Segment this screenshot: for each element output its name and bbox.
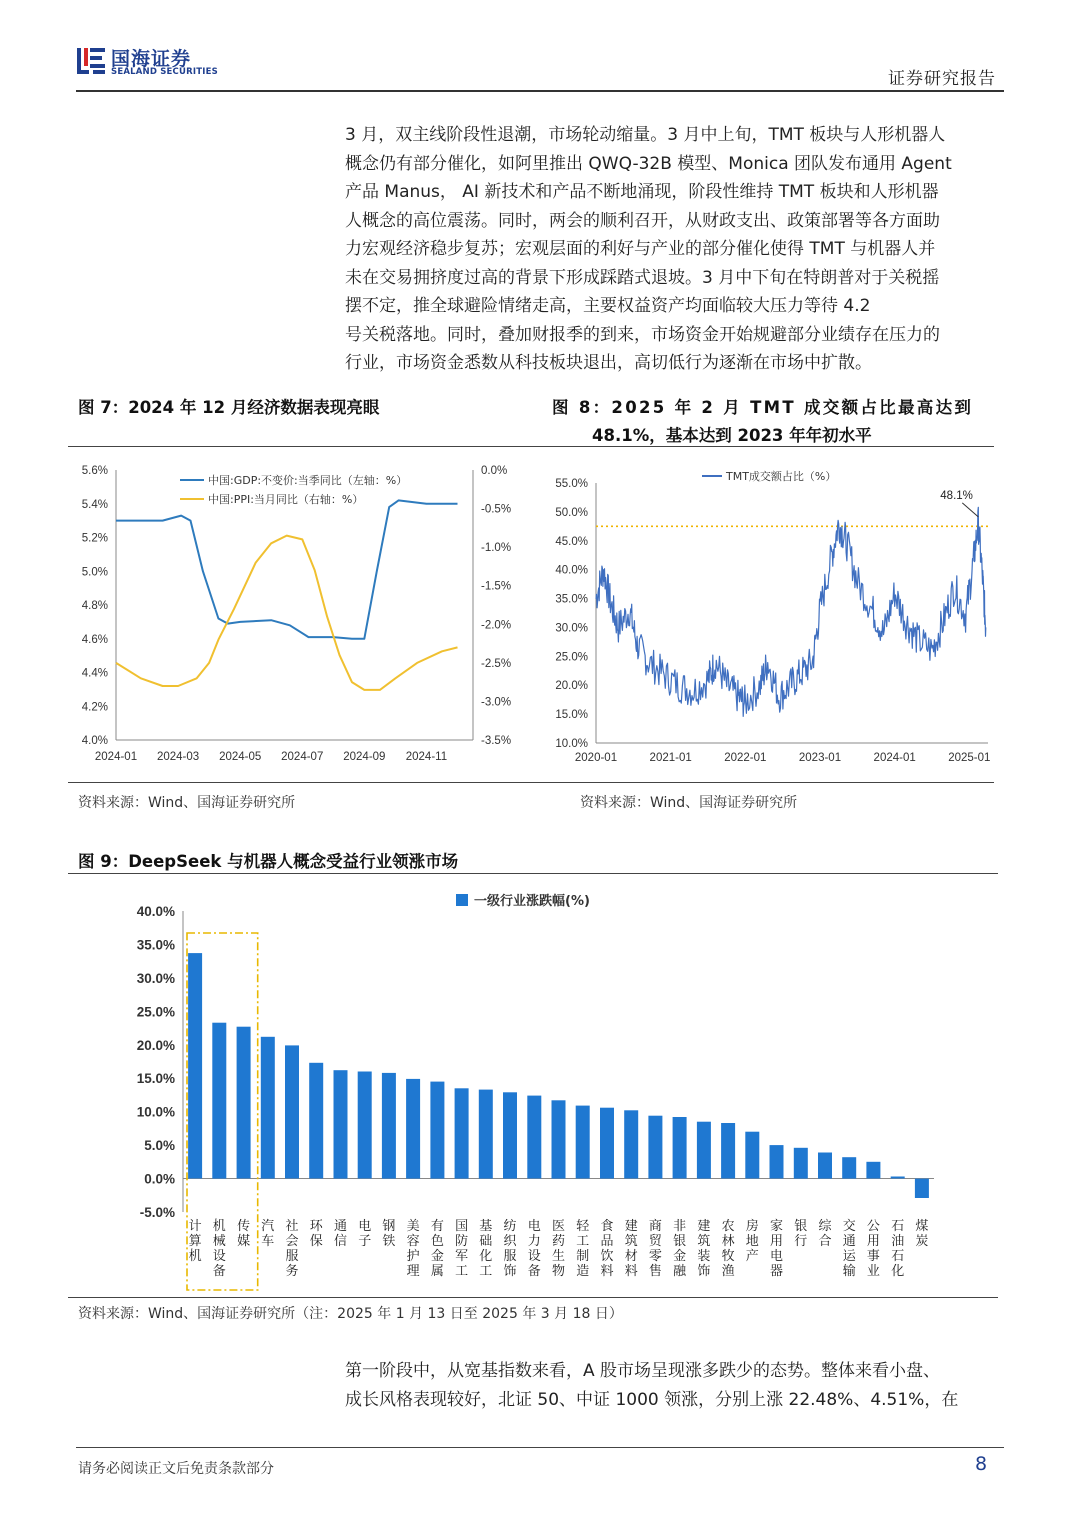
fig7-left-tick: 4.2% [81,701,108,714]
fig9-bar [527,1096,541,1179]
fig9-category-char: 行 [794,1234,808,1249]
paragraph-line: 行业，市场资金悉数从科技板块退出，高切低行为逐渐在市场中扩散。 [345,353,872,373]
fig9-bar [382,1073,396,1179]
paragraph-line: 力宏观经济稳步复苏；宏观层面的利好与产业的部分催化使得 TMT 与机器人并 [345,239,936,259]
fig9-bar [794,1148,808,1179]
fig7-right-tick: -2.0% [481,619,512,632]
fig9-bar [891,1177,905,1179]
fig9-category-char: 容 [406,1234,420,1249]
fig9-bar [576,1106,590,1179]
fig9-category-char: 计 [188,1219,202,1234]
fig9-category-char: 料 [600,1264,614,1279]
fig8-y-tick: 30.0% [555,622,588,635]
fig9-bar [697,1122,711,1179]
fig9-category-char: 纺 [503,1219,517,1234]
paragraph-line: 概念仍有部分催化，如阿里推出 QWQ-32B 模型、Monica 团队发布通用 Agent [345,153,952,174]
fig9-category-char: 色 [430,1234,444,1249]
fig7-left-tick: 4.4% [81,667,108,680]
fig9-category-char: 设 [527,1249,541,1264]
fig9-category-char: 轻 [576,1219,590,1234]
fig9-category-char: 电 [358,1219,372,1234]
fig9-bar [212,1023,226,1179]
fig9-category-char: 饰 [697,1264,711,1279]
fig9-category-char: 力 [527,1234,541,1249]
fig9-category-char: 公 [866,1219,880,1234]
fig9-category-char: 工 [576,1234,590,1249]
fig9-category-char: 国 [455,1219,469,1234]
fig7-chart [68,450,528,780]
fig9-y-tick: 0.0% [144,1171,175,1187]
fig7-x-tick: 2024-11 [405,751,448,763]
fig8-x-tick: 2021-01 [649,752,692,764]
fig9-category-char: 融 [673,1264,687,1279]
fig8-x-tick: 2025-01 [948,752,991,764]
fig7-left-tick: 5.4% [81,498,108,511]
fig9-category-char: 备 [212,1264,226,1279]
fig9-category-char: 钢 [382,1219,396,1234]
fig9-category-char: 通 [333,1219,348,1234]
fig9-category-char: 理 [406,1264,420,1279]
fig9-category-char: 媒 [237,1234,251,1249]
fig9-y-tick: 25.0% [136,1004,175,1020]
sealand-logo-icon [76,46,106,76]
fig9-category-char: 银 [794,1219,808,1234]
fig9-bar [334,1070,348,1178]
fig9-category-char: 工 [479,1264,493,1279]
fig9-category-char: 基 [479,1219,493,1234]
fig8-chart [540,450,1000,780]
fig7-right-tick: -2.5% [481,657,512,670]
fig9-bar [866,1162,880,1179]
fig9-y-tick: 5.0% [144,1138,175,1154]
fig8-source: 资料来源：Wind、国海证券研究所 [580,795,798,811]
fig8-title-line2: 48.1%，基本达到 2023 年年初水平 [592,426,872,445]
paragraph-line: 3 月，双主线阶段性退潮，市场轮动缩量。3 月中上旬，TMT 板块与人形机器人 [345,125,946,145]
fig9-bar [915,1179,929,1198]
header-divider [76,90,1004,92]
fig9-category-char: 物 [551,1264,566,1279]
fig9-category-char: 机 [188,1249,202,1264]
fig8-x-tick: 2022-01 [724,752,767,764]
body-paragraph-1 [345,121,1002,378]
fig9-category-char: 交 [842,1219,856,1234]
fig7-left-tick: 4.6% [81,633,108,646]
fig9-category-char: 银 [673,1234,687,1249]
fig9-category-char: 装 [697,1249,711,1264]
fig8-y-tick: 10.0% [555,738,588,750]
fig9-top-rule [68,873,998,874]
fig9-category-char: 电 [527,1219,541,1234]
fig9-category-char: 综 [818,1219,832,1234]
fig9-category-char: 工 [455,1264,469,1279]
fig9-category-char: 备 [527,1264,541,1279]
fig9-bar [237,1027,251,1179]
fig8-title-line1: 图 8：2025 年 2 月 TMT 成交额占比最高达到 [552,398,974,417]
fig9-category-char: 品 [600,1234,614,1249]
fig7-x-tick: 2024-03 [156,751,200,763]
fig9-category-char: 输 [842,1264,856,1279]
fig9-bar [309,1063,323,1179]
fig9-bar [648,1116,662,1179]
fig7-right-tick: -3.5% [481,735,512,747]
fig8-x-tick: 2024-01 [873,752,916,764]
fig9-category-char: 织 [503,1234,517,1249]
fig9-category-char: 电 [769,1249,784,1264]
fig9-category-char: 保 [309,1234,323,1249]
fig9-category-char: 用 [866,1234,880,1249]
brand-name: 国海证券 [111,48,192,70]
fig9-category-char: 炭 [915,1234,929,1249]
fig9-category-char: 汽 [261,1219,275,1234]
paragraph-line: 成长风格表现较好，北证 50、中证 1000 领涨，分别上涨 22.48%、4.51%，在 [345,1389,959,1410]
fig9-category-char: 机 [212,1219,226,1234]
paragraph-line: 号关税落地。同时，叠加财报季的到来，市场资金开始规避部分业绩存在压力的 [345,324,940,345]
fig8-y-tick: 15.0% [555,709,588,722]
fig7-right-tick: -3.0% [481,696,512,709]
fig9-bar [673,1117,687,1179]
fig9-category-char: 房 [745,1219,759,1234]
fig8-y-tick: 35.0% [555,593,588,606]
fig7-title: 图 7：2024 年 12 月经济数据表现亮眼 [78,398,380,417]
brand-logo [76,46,216,78]
fig7-legend-label: 中国:GDP:不变价:当季同比（左轴：%） [208,474,408,487]
fig9-category-char: 军 [455,1249,469,1264]
fig9-bar [455,1088,469,1178]
fig9-category-char: 传 [237,1219,251,1234]
fig9-bar [624,1110,638,1178]
fig8-x-tick: 2023-01 [798,752,842,764]
body-paragraph-2 [345,1357,1002,1414]
fig9-bar [188,953,202,1178]
fig9-category-char: 美 [406,1219,420,1234]
fig9-category-char: 运 [842,1249,856,1264]
fig7-source: 资料来源：Wind、国海证券研究所 [78,795,296,811]
fig9-bar [600,1108,614,1179]
fig8-peak-leader [962,503,978,517]
fig9-y-tick: -5.0% [139,1205,175,1220]
fig9-y-tick: 20.0% [136,1037,175,1053]
fig9-category-char: 制 [576,1249,590,1264]
fig9-bar [721,1123,735,1179]
fig9-bottom-rule [68,1297,998,1298]
fig9-bar [842,1157,856,1178]
fig9-bar [818,1153,832,1179]
fig9-category-char: 护 [406,1249,420,1264]
fig9-y-tick: 35.0% [136,937,175,953]
fig7-right-tick: 0.0% [481,465,508,477]
fig9-category-char: 子 [358,1234,372,1249]
fig7-x-tick: 2024-01 [94,751,138,763]
fig9-category-char: 社 [285,1219,299,1234]
fig9-category-char: 服 [503,1249,517,1264]
fig9-category-char: 牧 [721,1249,735,1264]
fig7-right-tick: -0.5% [481,503,512,516]
fig9-y-tick: 15.0% [136,1071,175,1087]
fig7-x-tick: 2024-09 [343,751,386,763]
fig9-category-char: 事 [866,1249,880,1264]
fig9-category-char: 筑 [697,1234,711,1249]
fig7-left-tick: 4.8% [81,600,108,612]
fig9-category-char: 环 [309,1219,323,1234]
fig7-legend-label: 中国:PPI:当月同比（右轴：%） [208,493,364,506]
fig9-category-char: 生 [551,1249,566,1264]
fig9-y-tick: 40.0% [136,904,175,919]
fig9-category-char: 煤 [915,1219,929,1234]
fig9-category-char: 材 [624,1249,638,1264]
fig9-category-char: 通 [842,1234,856,1249]
fig9-category-char: 属 [430,1264,444,1279]
fig9-category-char: 家 [769,1219,784,1234]
fig9-category-char: 饰 [503,1264,517,1279]
fig9-category-char: 非 [673,1219,687,1234]
fig9-category-char: 石 [891,1219,905,1234]
fig9-legend-label: 一级行业涨跌幅(%) [474,894,590,909]
fig8-y-tick: 20.0% [555,680,588,693]
fig9-category-char: 药 [551,1234,566,1249]
brand-subtitle: SEALAND SECURITIES [111,67,218,77]
fig9-category-char: 金 [673,1249,687,1264]
fig7-series-line [116,536,458,690]
fig9-bar [430,1082,444,1179]
fig9-category-char: 铁 [382,1234,396,1249]
fig9-category-char: 饮 [600,1249,614,1264]
paragraph-line: 人概念的高位震荡。同时，两会的顺利召开，从财政支出、政策部署等各方面助 [345,210,940,231]
fig9-category-char: 林 [721,1234,735,1249]
fig9-category-char: 渔 [721,1264,735,1279]
fig7-right-tick: -1.5% [481,580,512,593]
fig8-y-tick: 50.0% [555,506,588,519]
fig9-category-char: 零 [648,1249,662,1264]
fig9-bar [503,1092,517,1178]
fig8-y-tick: 55.0% [555,478,588,490]
fig9-bar [552,1100,566,1178]
fig9-category-char: 器 [769,1264,784,1279]
fig8-y-tick: 40.0% [555,564,588,577]
fig9-bar [261,1037,275,1179]
fig9-category-char: 化 [891,1264,905,1279]
fig9-category-char: 化 [479,1249,493,1264]
fig7-left-tick: 5.2% [81,532,108,545]
fig9-category-char: 械 [212,1234,226,1249]
fig9-category-char: 信 [333,1234,348,1249]
fig9-category-char: 会 [285,1234,299,1249]
fig7-series-line [116,500,458,638]
fig9-category-char: 金 [430,1249,444,1264]
paragraph-line: 摆不定，推全球避险情绪走高，主要权益资产均面临较大压力等待 4.2 [345,296,871,316]
fig9-category-char: 合 [818,1234,832,1249]
fig9-chart [68,876,998,1296]
fig7-x-tick: 2024-05 [219,751,262,763]
fig9-category-char: 贸 [648,1234,662,1249]
paragraph-line: 未在交易拥挤度过高的背景下形成踩踏式退坡。3 月中下旬在特朗普对于关税摇 [345,267,940,288]
fig8-y-tick: 25.0% [555,651,588,664]
fig9-category-char: 商 [648,1219,662,1234]
fig9-category-char: 石 [891,1249,905,1264]
fig9-category-char: 医 [551,1219,566,1234]
fig9-category-char: 设 [212,1249,226,1264]
fig7-top-rule [68,446,994,447]
fig9-category-char: 料 [624,1264,638,1279]
fig9-category-char: 售 [648,1264,662,1279]
fig9-y-tick: 10.0% [136,1104,175,1120]
page-number: 8 [975,1453,988,1475]
fig7-bottom-rule [68,782,994,783]
fig7-x-tick: 2024-07 [281,751,324,763]
footer-divider [76,1447,1004,1448]
fig9-y-tick: 30.0% [136,970,175,986]
fig9-category-char: 食 [600,1219,614,1234]
fig9-category-char: 有 [430,1219,444,1234]
fig9-category-char: 用 [769,1234,784,1249]
fig8-series-line [596,507,986,716]
fig9-category-char: 产 [745,1249,759,1264]
fig9-category-char: 防 [455,1234,469,1249]
fig9-bar [358,1072,372,1179]
fig9-category-char: 造 [576,1264,590,1279]
fig8-peak-label: 48.1% [940,489,973,502]
fig9-title: 图 9：DeepSeek 与机器人概念受益行业领涨市场 [78,852,459,871]
fig9-category-char: 础 [479,1234,493,1249]
fig7-left-tick: 5.0% [81,566,108,579]
fig9-bar [745,1132,759,1179]
fig9-category-char: 业 [866,1264,880,1279]
fig8-legend-label: TMT成交额占比（%） [726,470,837,483]
fig9-bar [285,1045,299,1178]
fig9-bar [479,1090,493,1179]
fig9-bar [770,1145,784,1178]
fig9-category-char: 筑 [624,1234,638,1249]
fig8-y-tick: 45.0% [555,535,588,548]
report-type: 证券研究报告 [888,69,996,89]
fig8-x-tick: 2020-01 [574,752,618,764]
fig7-left-tick: 4.0% [81,735,108,747]
fig7-left-tick: 5.6% [81,465,108,477]
fig9-legend-swatch [456,894,468,906]
fig9-category-char: 建 [697,1219,711,1234]
fig9-category-char: 算 [188,1234,202,1249]
fig9-category-char: 务 [285,1264,299,1279]
fig9-source: 资料来源：Wind、国海证券研究所（注：2025 年 1 月 13 日至 2025 年 3 月 18 日） [78,1306,623,1322]
paragraph-line: 第一阶段中，从宽基指数来看，A 股市场呈现涨多跌少的态势。整体来看小盘、 [345,1361,941,1381]
paragraph-line: 产品 Manus， AI 新技术和产品不断地涌现，阶段性维持 TMT 板块和人形机器 [345,182,939,202]
fig9-category-char: 农 [721,1219,735,1234]
fig9-category-char: 服 [285,1249,299,1264]
fig7-right-tick: -1.0% [481,542,512,555]
fig9-category-char: 车 [261,1234,275,1249]
fig9-bar [406,1079,420,1179]
fig9-category-char: 建 [624,1219,638,1234]
fig9-category-char: 油 [891,1234,905,1249]
footer-disclaimer: 请务必阅读正文后免责条款部分 [78,1461,274,1477]
fig9-category-char: 地 [745,1234,759,1249]
